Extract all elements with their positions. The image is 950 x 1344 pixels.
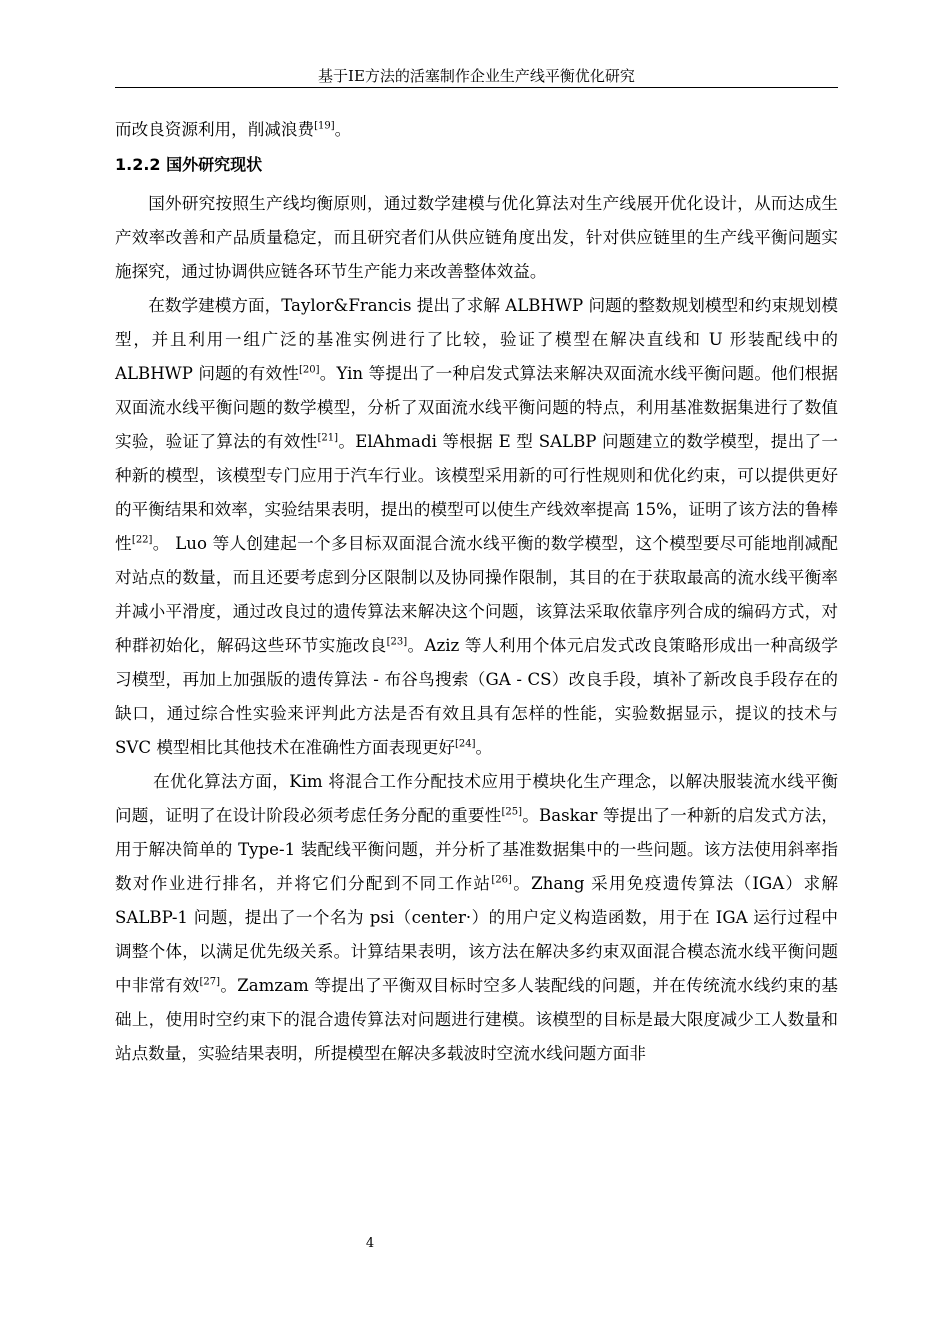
citation-ref: [23] xyxy=(386,636,408,648)
citation-ref: [26] xyxy=(491,874,512,886)
citation-ref: [24] xyxy=(455,738,476,750)
body-text xyxy=(115,113,838,1071)
text-run: 。ElAhmadi 等根据 E 型 SALBP 问题建立的数学模型，提出了一种新的模型，该模型专门应用于汽车行业。该模型采用新的可行性规则和优化约束，可以提供更好的平衡结果和效率，实验结果表明，提出的模型可以使生产线效率提高 15%，证明了该方法的鲁棒性 xyxy=(115,432,838,553)
text-run: 。 xyxy=(334,120,352,139)
paragraph-continuation xyxy=(115,113,838,147)
text-run: 在数学建模方面，Taylor&Francis 提出了求解 ALBHWP 问题的整数规划模型和约束规划模型，并且利用一组广泛的基准实例进行了比较，验证了模型在解决直线和 U 形装配线中的 ALBHWP 问题的有效性 xyxy=(115,296,838,383)
citation-ref: [27] xyxy=(199,976,221,988)
text-run: 。Baskar 等提出了一种新的启发式方法，用于解决简单的 Type-1 装配线平衡问题，并分析了基准数据集中的一些问题。该方法使用斜率指数对作业进行排名，并将它们分配到不同工作站 xyxy=(115,806,839,893)
text-run: 在优化算法方面，Kim 将混合工作分配技术应用于模块化生产理念，以解决服装流水线平衡问题，证明了在设计阶段必须考虑任务分配的重要性 xyxy=(115,772,838,825)
running-header: 基于IE方法的活塞制作企业生产线平衡优化研究 xyxy=(318,67,635,85)
citation-ref: [19] xyxy=(314,120,335,132)
citation-ref: [25] xyxy=(501,806,522,818)
text-run: 。 xyxy=(475,738,493,757)
citation-ref: [22] xyxy=(131,534,153,546)
text-run: 。Zhang 采用免疫遗传算法（IGA）求解 SALBP-1 问题，提出了一个名为 psi（center·）的用户定义构造函数，用于在 IGA 运行过程中调整个体，以满足优先级关系。计算结果表明，该方法在解决多约束双面混合模态流水线平衡问题中非常有效 xyxy=(115,874,838,995)
section-heading: 1.2.2 国外研究现状 xyxy=(115,155,263,174)
citation-ref: [21] xyxy=(317,432,339,444)
paragraph-optimization-algorithms xyxy=(115,765,838,1071)
text-run: 而改良资源利用，削减浪费 xyxy=(115,120,315,139)
text-run: 。Zamzam 等提出了平衡双目标时空多人装配线的问题，并在传统流水线约束的基础上，使用时空约束下的混合遗传算法对问题进行建模。该模型的目标是最大限度减少工人数量和站点数量，实验结果表明，所提模型在解决多载波时空流水线问题方面非 xyxy=(115,976,838,1063)
page-number: 4 xyxy=(365,1236,375,1251)
text-run: 。 Luo 等人创建起一个多目标双面混合流水线平衡的数学模型，这个模型要尽可能地削减配对站点的数量，而且还要考虑到分区限制以及协同操作限制，其目的在于获取最高的流水线平衡率并减小平滑度，通过改良过的遗传算法来解决这个问题，该算法采取依靠序列合成的编码方式，对种群初始化，解码这些环节实施改良 xyxy=(115,534,839,655)
paragraph-overview xyxy=(115,187,838,289)
text-run: 。Aziz 等人利用个体元启发式改良策略形成出一种高级学习模型，再加上加强版的遗传算法 - 布谷鸟搜索（GA - CS）改良手段，填补了新改良手段存在的缺口，通过综合性实验来评判此方法是否有效且具有怎样的性能，实验数据显示，提议的技术与 SVC 模型相比其他技术在准确性方面表现更好 xyxy=(115,636,838,757)
header-rule xyxy=(115,87,838,88)
text-run: 。Yin 等提出了一种启发式算法来解决双面流水线平衡问题。他们根据双面流水线平衡问题的数学模型，分析了双面流水线平衡问题的特点，利用基准数据集进行了数值实验，验证了算法的有效性 xyxy=(115,364,838,451)
text-run: 国外研究按照生产线均衡原则，通过数学建模与优化算法对生产线展开优化设计，从而达成生产效率改善和产品质量稳定，而且研究者们从供应链角度出发，针对供应链里的生产线平衡问题实施探究，通过协调供应链各环节生产能力来改善整体效益。 xyxy=(115,194,838,281)
paragraph-mathematical-modeling xyxy=(115,289,838,765)
citation-ref: [20] xyxy=(298,364,320,376)
